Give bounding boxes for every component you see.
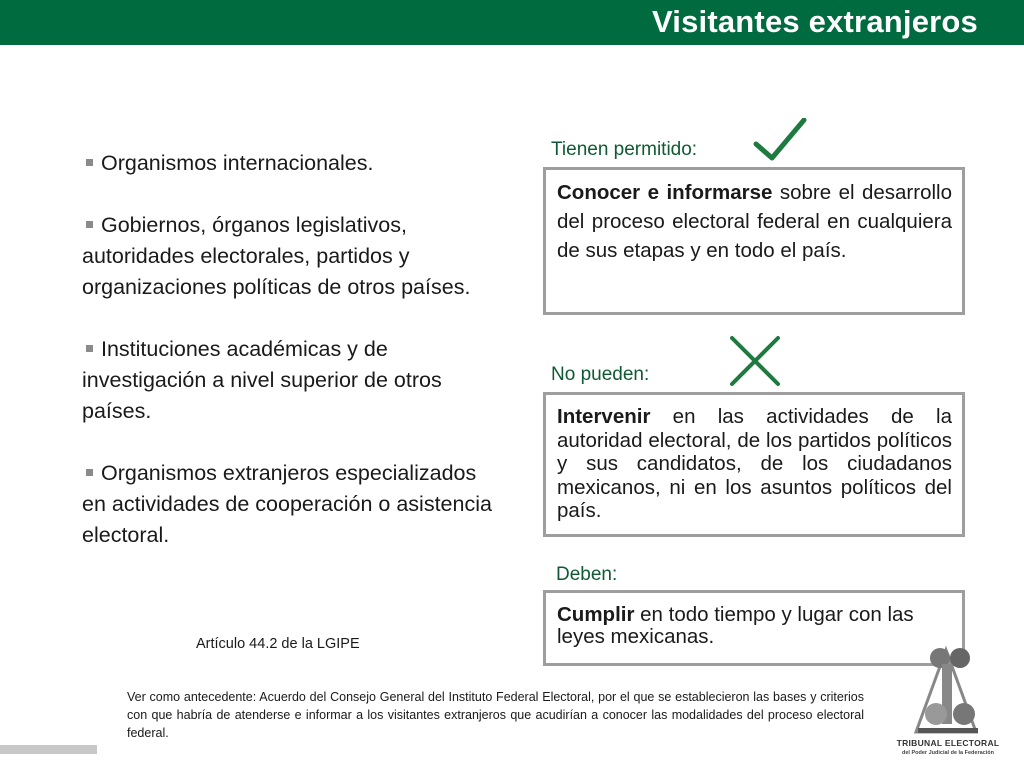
header-bar [0, 0, 1024, 45]
bullet-icon [86, 159, 93, 166]
forbidden-text: en las actividades de la autoridad electoral, de los partidos políticos y sus candidatos, de los ciudadanos mexicanos, ni en los asuntos políticos del país. [557, 405, 952, 522]
permitted-text: sobre el desarrollo del proceso electoral federal en cualquiera de sus etapas y en todo el país. [557, 181, 952, 262]
forbidden-bold: Intervenir [557, 405, 651, 428]
list-item: Instituciones académicas y de investigación a nivel superior de otros países. [82, 337, 442, 423]
cross-icon [728, 334, 782, 388]
logo-title: TRIBUNAL ELECTORAL [896, 738, 1000, 748]
permitted-box [543, 167, 965, 315]
tribunal-electoral-logo [896, 642, 1000, 762]
bullet-icon [86, 469, 93, 476]
visitor-types-list [82, 148, 502, 582]
must-text: en todo tiempo y lugar con las leyes mexicanas. [557, 603, 914, 648]
scales-icon [896, 642, 1000, 738]
list-item: Gobiernos, órganos legislativos, autoridades electorales, partidos y organizaciones políticas de otros países. [82, 213, 471, 299]
list-item: Organismos extranjeros especializados en actividades de cooperación o asistencia electoral. [82, 461, 492, 547]
permitted-bold: Conocer e informarse [557, 181, 773, 204]
must-label: Deben: [556, 564, 618, 585]
decorative-bar [0, 745, 97, 754]
bullet-icon [86, 221, 93, 228]
logo-subtitle: del Poder Judicial de la Federación [901, 750, 994, 756]
bullet-icon [86, 345, 93, 352]
check-icon [752, 118, 808, 166]
permitted-label: Tienen permitido: [551, 139, 698, 160]
list-item: Organismos internacionales. [82, 148, 502, 179]
footnote: Ver como antecedente: Acuerdo del Consejo General del Instituto Federal Electoral, por el que se establecieron las bases y criterios con que habría de atenderse e informar a los visitantes extranjeros que acudirían a conocer las modalidades del proceso electoral federal. [127, 690, 864, 740]
must-bold: Cumplir [557, 603, 635, 626]
article-reference: Artículo 44.2 de la LGIPE [196, 636, 360, 652]
page-title: Visitantes extranjeros [651, 4, 978, 39]
forbidden-label: No pueden: [551, 364, 650, 385]
forbidden-box [543, 392, 965, 537]
